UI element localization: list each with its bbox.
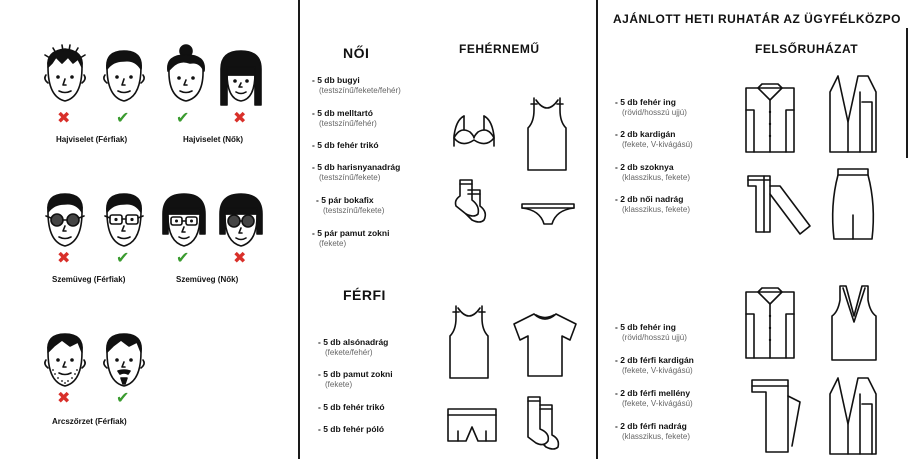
list-item: - 5 db fehér póló <box>318 424 385 434</box>
no-mark-icon: ✖ <box>233 110 247 127</box>
trousers-icon <box>740 172 814 236</box>
glasses-women-caption: Szemüveg (Nők) <box>176 275 239 284</box>
men-tank-top-icon <box>444 302 494 382</box>
ok-mark-icon: ✔ <box>116 390 130 407</box>
headwear-men-caption: Hajviselet (Férfiak) <box>56 135 128 144</box>
skirt-icon <box>828 165 878 245</box>
folded-shirt-icon <box>742 80 798 156</box>
men-cardigan-icon <box>826 374 880 456</box>
tank-top-icon <box>522 94 572 174</box>
divider-left <box>298 0 300 459</box>
list-item: - 5 db melltartó (testszínű/fehér) <box>312 108 377 128</box>
women-heading: NŐI <box>343 45 370 61</box>
man-messy-hair-face-icon <box>40 45 90 107</box>
men-trousers-icon <box>748 376 804 456</box>
v-neck-vest-icon <box>828 282 880 364</box>
list-item: - 5 db bugyi (testszínű/fekete/fehér) <box>312 75 401 95</box>
panties-icon <box>520 200 576 228</box>
man-neat-hair-face-icon <box>99 45 149 107</box>
bra-icon <box>450 108 498 150</box>
headwear-women-caption: Hajviselet (Nők) <box>183 135 244 144</box>
cardigan-icon <box>826 72 880 156</box>
t-shirt-icon <box>510 310 580 380</box>
list-item: - 5 pár pamut zokni (fekete) <box>312 228 390 248</box>
no-mark-icon: ✖ <box>233 250 247 267</box>
man-goatee-face-icon <box>99 330 149 392</box>
ok-mark-icon: ✔ <box>116 250 130 267</box>
woman-clear-glasses-face-icon <box>158 190 210 252</box>
men-heading: FÉRFI <box>343 287 386 303</box>
woman-dark-glasses-face-icon <box>215 190 267 252</box>
list-item: - 2 db szoknya (klasszikus, fekete) <box>615 162 691 182</box>
list-item: - 5 db fehér trikó <box>318 402 385 412</box>
glasses-men-caption: Szemüveg (Férfiak) <box>52 275 126 284</box>
list-item: - 5 db alsónadrág (fekete/fehér) <box>318 337 389 357</box>
man-dark-glasses-face-icon <box>40 190 90 252</box>
list-item: - 2 db férfi kardigán (fekete, V-kivágású) <box>615 355 694 375</box>
ankle-socks-icon <box>450 178 490 224</box>
facial-hair-men-caption: Arcszőrzet (Férfiak) <box>52 417 127 426</box>
woman-bun-face-icon <box>160 45 212 107</box>
men-folded-shirt-icon <box>742 284 798 362</box>
no-mark-icon: ✖ <box>57 390 71 407</box>
list-item: - 2 db kardigán (fekete, V-kivágású) <box>615 129 693 149</box>
men-socks-icon <box>522 395 562 451</box>
top-rule <box>906 28 908 158</box>
list-item: - 5 db fehér ing (rövid/hosszú ujjú) <box>615 322 687 342</box>
list-item: - 2 db férfi nadrág (klasszikus, fekete) <box>615 421 691 441</box>
divider-right <box>596 0 598 459</box>
list-item: - 5 db harisnyanadrág (testszínű/fekete) <box>312 162 401 182</box>
outerwear-heading: FELSŐRUHÁZAT <box>755 42 859 56</box>
underwear-heading: FEHÉRNEMŰ <box>459 42 540 56</box>
list-item: - 5 db fehér trikó <box>312 140 379 150</box>
boxer-briefs-icon <box>446 405 498 445</box>
list-item: - 2 db női nadrág (klasszikus, fekete) <box>615 194 691 214</box>
list-item: - 5 db pamut zokni (fekete) <box>318 369 393 389</box>
ok-mark-icon: ✔ <box>176 250 190 267</box>
list-item: - 5 db fehér ing (rövid/hosszú ujjú) <box>615 97 687 117</box>
man-stubble-face-icon <box>40 330 90 392</box>
no-mark-icon: ✖ <box>57 110 71 127</box>
ok-mark-icon: ✔ <box>116 110 130 127</box>
page-title: AJÁNLOTT HETI RUHATÁR AZ ÜGYFÉLKÖZPO <box>613 12 901 26</box>
list-item: - 5 pár bokafix (testszínű/fekete) <box>316 195 385 215</box>
no-mark-icon: ✖ <box>57 250 71 267</box>
man-clear-glasses-face-icon <box>99 190 149 252</box>
woman-long-hair-face-icon <box>215 45 267 111</box>
list-item: - 2 db férfi mellény (fekete, V-kivágású) <box>615 388 693 408</box>
ok-mark-icon: ✔ <box>176 110 190 127</box>
